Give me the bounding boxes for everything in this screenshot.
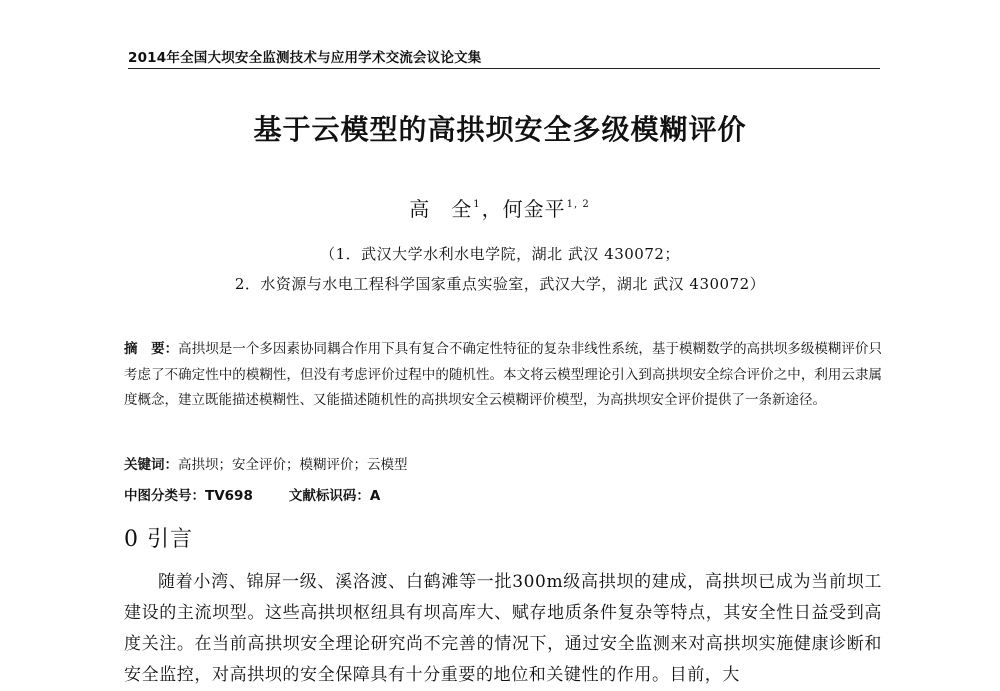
doc-code-label: 文献标识码： — [288, 488, 370, 504]
author-separator: ， — [481, 197, 503, 221]
running-header: 2014年全国大坝安全监测技术与应用学术交流会议论文集 — [128, 46, 880, 69]
doc-code-value: A — [369, 488, 381, 504]
keywords-label: 关键词： — [124, 457, 178, 473]
author-affiliation-mark: 1 — [473, 199, 481, 210]
author-affiliation-mark: 1, 2 — [566, 199, 590, 210]
section-title: 引言 — [147, 527, 194, 552]
author-name: 高 全 — [409, 197, 473, 221]
author-name: 何金平 — [502, 197, 566, 221]
abstract-text: 高拱坝是一个多因素协同耦合作用下具有复合不确定性特征的复杂非线性系统，基于模糊数学的高拱坝多级模糊评价只考虑了不确定性中的模糊性，但没有考虑评价过程中的随机性。本文将云模型理论引入到高拱坝安全综合评价之中，利用云隶属度概念，建立既能描述模糊性、又能描述随机性的高拱坝安全云模糊评价模型，为高拱坝安全评价提供了一条新途径。 — [124, 341, 883, 408]
clc-label: 中图分类号： — [124, 488, 205, 504]
keywords — [124, 453, 882, 473]
abstract — [124, 337, 882, 414]
author-line — [0, 193, 1000, 222]
body-paragraph: 随着小湾、锦屏一级、溪洛渡、白鹤滩等一批300m级高拱坝的建成，高拱坝已成为当前坝工建设的主流坝型。这些高拱坝枢纽具有坝高库大、赋存地质条件复杂等特点，其安全性日益受到高度关注。在当前高拱坝安全理论研究尚不完善的情况下，通过安全监测来对高拱坝实施健康诊断和安全监控，对高拱坝的安全保障具有十分重要的地位和关键性的作用。目前，大 — [124, 572, 882, 685]
classification-line — [124, 484, 882, 504]
abstract-label: 摘 要： — [124, 341, 179, 357]
keywords-text: 高拱坝；安全评价；模糊评价；云模型 — [178, 457, 408, 473]
section-number: 0 — [124, 527, 139, 552]
affiliation-line: （1．武汉大学水利水电学院，湖北 武汉 430072； — [320, 245, 680, 263]
paper-title: 基于云模型的高拱坝安全多级模糊评价 — [253, 113, 747, 146]
affiliation-line: 2．水资源与水电工程科学国家重点实验室，武汉大学，湖北 武汉 430072） — [234, 275, 766, 293]
clc-value: TV698 — [205, 488, 253, 504]
section-heading — [124, 522, 193, 553]
